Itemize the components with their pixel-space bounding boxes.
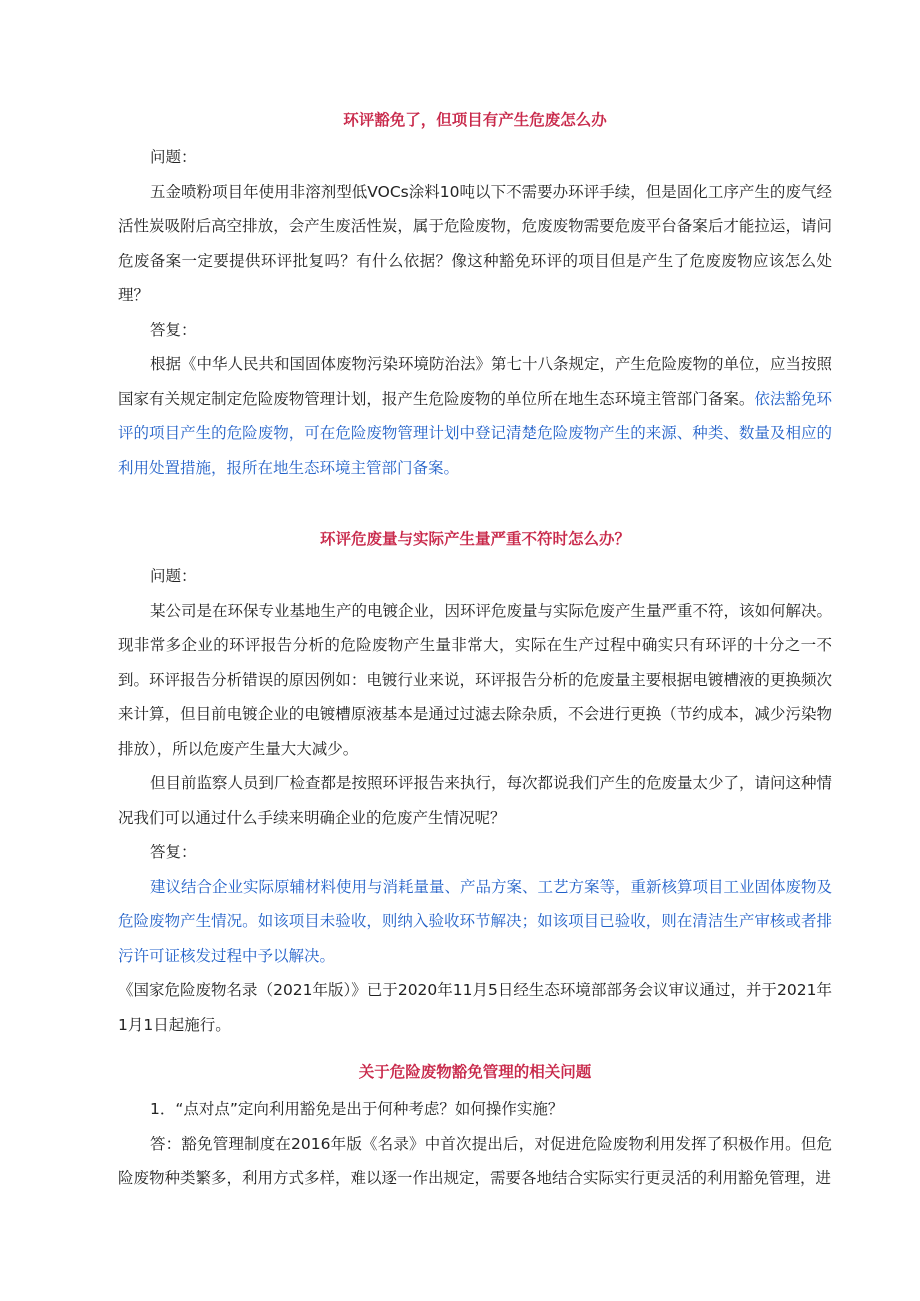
- section3-item1-question: 1．“点对点”定向利用豁免是出于何种考虑？如何操作实施？: [150, 1100, 564, 1118]
- section1-title: 环评豁免了，但项目有产生危废怎么办: [343, 111, 607, 129]
- section2-question-text-2: 但目前监察人员到厂检查都是按照环评报告来执行，每次都说我们产生的危废量太少了，请问这种情况我们可以通过什么手续来明确企业的危废产生情况呢？: [118, 774, 833, 827]
- section1-question-label: 问题：: [150, 148, 197, 166]
- section2-answer-text: 建议结合企业实际原辅材料使用与消耗量量、产品方案、工艺方案等，重新核算项目工业固体废物及危险废物产生情况。如该项目未验收，则纳入验收环节解决；如该项目已验收，则在清洁生产审核或者排污许可证核发过程中予以解决。: [118, 877, 833, 965]
- section3-title: 关于危险废物豁免管理的相关问题: [358, 1063, 592, 1081]
- section2-question-label: 问题：: [150, 567, 197, 585]
- section2-note-text: 《国家危险废物名录（2021年版）》已于2020年11月5日经生态环境部部务会议审议通过，并于2021年1月1日起施行。: [118, 981, 832, 1034]
- section2-answer-label: 答复：: [150, 843, 197, 861]
- section1-answer-paragraph: [118, 347, 832, 485]
- section3-item1-answer: 答：豁免管理制度在2016年版《名录》中首次提出后，对促进危险废物利用发挥了积极作用。但危险废物种类繁多，利用方式多样，难以逐一作出规定，需要各地结合实际实行更灵活的利用豁免管理，进: [118, 1134, 832, 1187]
- section1-answer-label: 答复：: [150, 320, 197, 339]
- document-body: [118, 108, 832, 1196]
- section1-answer-highlight: 依法豁免环评的项目产生的危险废物，可在危险废物管理计划中登记清楚危险废物产生的来源、种类、数量及相应的利用处置措施，报所在地生态环境主管部门备案。: [118, 389, 832, 477]
- section2-question-text-1: 某公司是在环保专业基地生产的电镀企业，因环评危废量与实际危废产生量严重不符，该如何解决。现非常多企业的环评报告分析的危险废物产生量非常大，实际在生产过程中确实只有环评的十分之一不到。环评报告分析错误的原因例如：电镀行业来说，环评报告分析的危废量主要根据电镀槽液的更换频次来计算，但目前电镀企业的电镀槽原液基本是通过过滤去除杂质，不会进行更换（节约成本，减少污染物排放），所以危废产生量大大减少。: [118, 601, 833, 758]
- section1-question-text: 五金喷粉项目年使用非溶剂型低VOCs涂料10吨以下不需要办环评手续，但是固化工序产生的废气经活性炭吸附后高空排放，会产生废活性炭，属于危险废物，危废废物需要危废平台备案后才能拉运，请问危废备案一定要提供环评批复吗？有什么依据？像这种豁免环评的项目但是产生了危废废物应该怎么处理？: [118, 182, 832, 304]
- section1-answer-text: 根据《中华人民共和国固体废物污染环境防治法》第七十八条规定，产生危险废物的单位，应当按照国家有关规定制定危险废物管理计划，报产生危险废物的单位所在地生态环境主管部门备案。: [118, 355, 833, 408]
- section2-title: 环评危废量与实际产生量严重不符时怎么办？: [319, 530, 630, 548]
